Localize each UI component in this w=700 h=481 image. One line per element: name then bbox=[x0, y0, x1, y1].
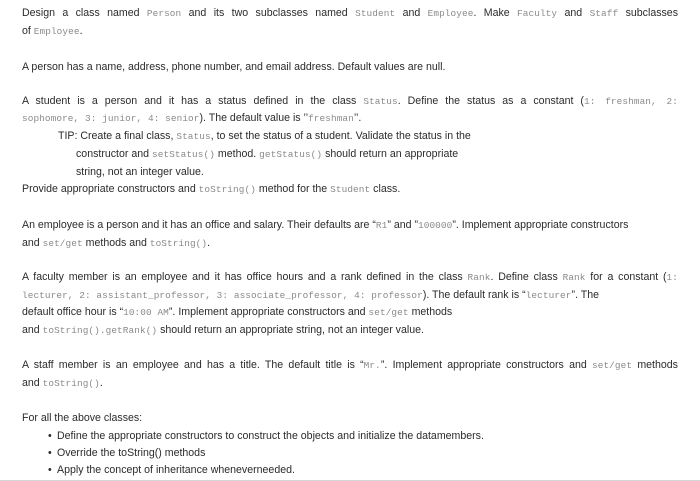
requirement-item-1: Define the appropriate constructors to construct the objects and initialize the datamembers. bbox=[57, 430, 484, 442]
employee-line-1: An employee is a person and it has an office and salary. Their defaults are “R1” and ”100000”. Implement appropriate constructors bbox=[22, 219, 629, 231]
intro-line-2: of Employee. bbox=[22, 25, 83, 37]
tip-line-3: string, not an integer value. bbox=[76, 166, 204, 178]
bullet-1: • bbox=[48, 430, 52, 442]
requirement-item-2: Override the toString() methods bbox=[57, 447, 206, 459]
faculty-line-1: A faculty member is an employee and it has office hours and a rank defined in the class Rank. Define class Rank for a constant (1: bbox=[22, 271, 678, 283]
employee-line-2: and set/get methods and toString(). bbox=[22, 237, 211, 249]
tip-line-1: TIP: Create a final class, Status, to set the status of a student. Validate the status in the bbox=[58, 130, 471, 142]
student-line-2: sophomore, 3: junior, 4: senior). The default value is ’’freshman’’. bbox=[22, 112, 362, 124]
tip-line-2: constructor and setStatus() method. getStatus() should return an appropriate bbox=[76, 148, 459, 160]
faculty-line-2: lecturer, 2: assistant_professor, 3: associate_professor, 4: professor). The default rank is “lecturer”. The bbox=[22, 289, 599, 301]
student-line-end: Provide appropriate constructors and toString() method for the Student class. bbox=[22, 183, 401, 195]
person-description: A person has a name, address, phone number, and email address. Default values are null. bbox=[22, 61, 446, 73]
bullet-2: • bbox=[48, 447, 52, 459]
intro-line-1: Design a class named Person and its two subclasses named Student and Employee. Make Faculty and Staff subclasses bbox=[22, 7, 679, 19]
requirement-item-3: Apply the concept of inheritance wheneverneeded. bbox=[57, 464, 295, 476]
staff-line-2: and toString(). bbox=[22, 377, 103, 389]
staff-line-1: A staff member is an employee and has a title. The default title is “Mr.”. Implement appropriate constructors and set/get methods bbox=[22, 359, 678, 371]
bullet-3: • bbox=[48, 464, 52, 476]
student-line-1: A student is a person and it has a status defined in the class Status. Define the status as a constant (1: freshman, 2: bbox=[22, 95, 678, 107]
all-classes-heading: For all the above classes: bbox=[22, 412, 143, 424]
faculty-line-4: and toString().getRank() should return an appropriate string, not an integer value. bbox=[22, 324, 424, 336]
faculty-line-3: default office hour is “10:00 AM”. Implement appropriate constructors and set/get methods bbox=[22, 306, 453, 318]
